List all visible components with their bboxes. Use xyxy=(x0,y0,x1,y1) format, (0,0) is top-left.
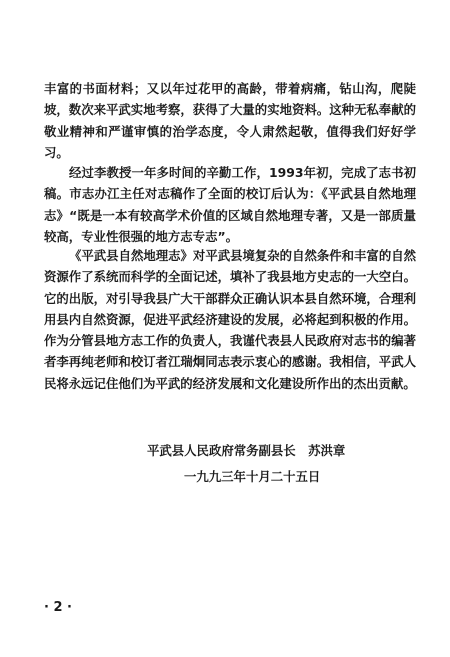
signature-title-name: 平武县人民政府常务副县长 苏洪章 xyxy=(147,443,346,458)
page-number: · 2 · xyxy=(44,600,72,615)
body-paragraph-2: 经过李教授一年多时间的辛勤工作，1993年初，完成了志书初稿。市志办江主任对志稿作了全面的校订后认为：《平武县自然地理志》“既是一本有较高学术价值的区域自然地理专著，又是一部质量较高，专业性很强的地方志专志”。 xyxy=(44,165,416,244)
body-paragraph-1: 丰富的书面材料；又以年过花甲的高龄，带着病痛，钻山沟，爬陡坡，数次来平武实地考察，获得了大量的实地资料。这种无私奉献的敬业精神和严谨审慎的治学态度，令人肃然起敬，值得我们好好学习。 xyxy=(44,81,416,160)
body-paragraph-3: 《平武县自然地理志》对平武县境复杂的自然条件和丰富的自然资源作了系统而科学的全面记述，填补了我县地方史志的一大空白。它的出版，对引导我县广大干部群众正确认识本县自然环境，合理利用县内自然资源，促进平武经济建设的发展，必将起到积极的作用。作为分管县地方志工作的负责人，我谨代表县人民政府对志书的编著者李再纯老师和校订者江瑞炯同志表示衷心的感谢。我相信，平武人民将永远记住他们为平武的经济发展和文化建设所作出的杰出贡献。 xyxy=(44,248,416,391)
signature-date: 一九九三年十月二十五日 xyxy=(184,469,321,484)
